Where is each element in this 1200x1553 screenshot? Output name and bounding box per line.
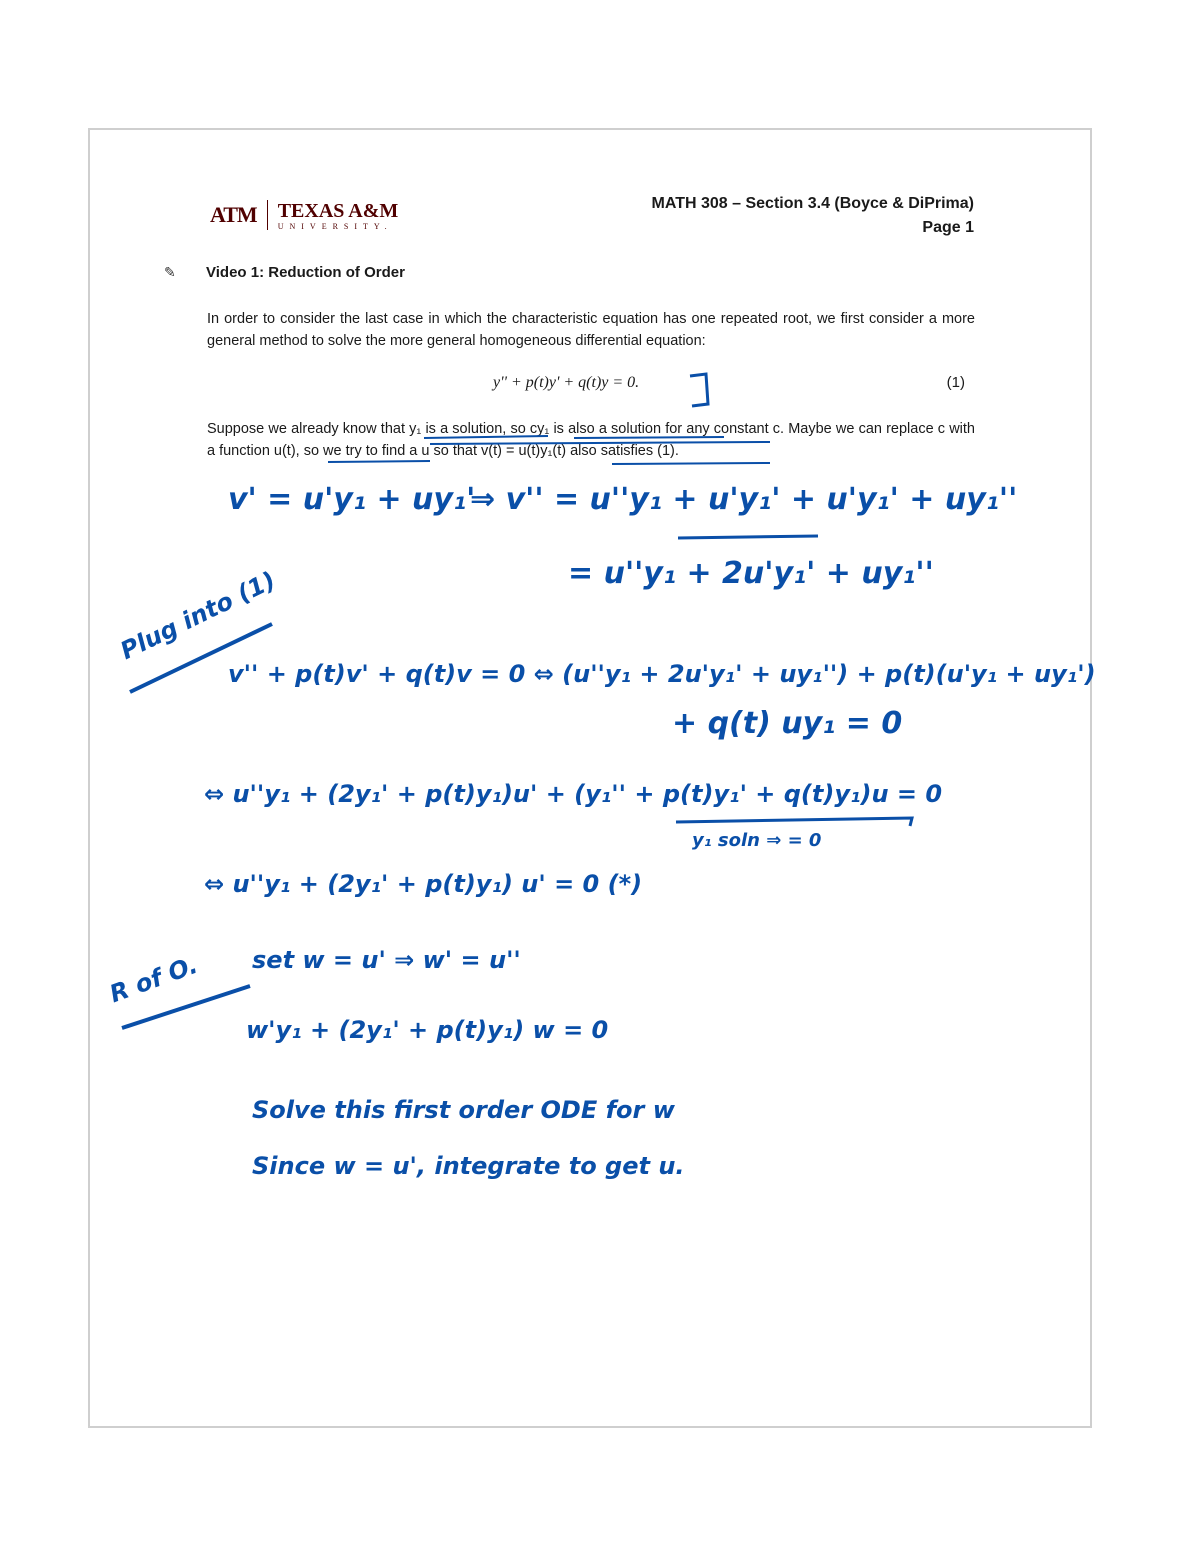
- pencil-icon: ✎: [164, 264, 176, 280]
- course-title: MATH 308 – Section 3.4 (Boyce & DiPrima): [651, 195, 974, 212]
- underline-solution-2: [574, 437, 724, 438]
- ink-margin-plug-in: Plug into (1): [116, 566, 280, 666]
- underline-solution: [424, 436, 548, 438]
- ink-line-integrate: Since w = u', integrate to get u.: [252, 1152, 685, 1180]
- page-number: Page 1: [922, 219, 974, 236]
- logo-name: TEXAS A&M: [277, 200, 399, 222]
- ink-line-second-derivative: ⇒ v'' = u''y₁ + u'y₁' + u'y₁' + uy₁'': [470, 482, 1018, 517]
- supposition-paragraph: Suppose we already know that y₁ is a solution, so cy₁ is also a solution for any constant c. Maybe we can replace c with a function u(t), so we try to find a u so that v(t) = u(t)y₁(t) also satisfies (1).: [207, 421, 975, 459]
- ink-line-simplified: = u''y₁ + 2u'y₁' + uy₁'': [568, 556, 934, 591]
- ink-line-soln-note: y₁ soln ⇒ = 0: [692, 830, 822, 851]
- underline-y1-terms: [676, 818, 912, 826]
- ink-line-substitution: v'' + p(t)v' + q(t)v = 0 ⇔ (u''y₁ + 2u'y₁' + uy₁'') + p(t)(u'y₁ + uy₁'): [228, 660, 1096, 688]
- ink-line-set-w: set w = u' ⇒ w' = u'': [252, 946, 521, 974]
- equation-bracket: [690, 374, 708, 406]
- underline-vt: [612, 463, 770, 464]
- equation-number: (1): [946, 374, 965, 391]
- ink-line-derivative: v' = u'y₁ + uy₁': [228, 482, 476, 517]
- ink-line-collect: ⇔ u''y₁ + (2y₁' + p(t)y₁)u' + (y₁'' + p(t)y₁' + q(t)y₁)u = 0: [204, 780, 943, 808]
- underline-function: [328, 461, 430, 462]
- ink-margin-rofo: R of O.: [106, 950, 202, 1009]
- logo-mark: ATM: [210, 202, 257, 227]
- overline-find: [430, 442, 770, 444]
- logo-subtitle: UNIVERSITY.: [277, 222, 393, 231]
- ink-line-qterm: + q(t) uy₁ = 0: [672, 706, 903, 741]
- underline-terms: [678, 536, 818, 538]
- video-title: Video 1: Reduction of Order: [206, 264, 405, 281]
- intro-paragraph: In order to consider the last case in which the characteristic equation has one repeated root, we first consider a more general method to solve the more general homogeneous differential equation:: [207, 311, 975, 349]
- ink-line-first-order: w'y₁ + (2y₁' + p(t)y₁) w = 0: [246, 1016, 609, 1044]
- ink-line-reduced: ⇔ u''y₁ + (2y₁' + p(t)y₁) u' = 0 (*): [204, 870, 643, 898]
- ode-equation: y'' + p(t)y' + q(t)y = 0.: [493, 374, 640, 391]
- ink-line-solve: Solve this first order ODE for w: [252, 1096, 675, 1124]
